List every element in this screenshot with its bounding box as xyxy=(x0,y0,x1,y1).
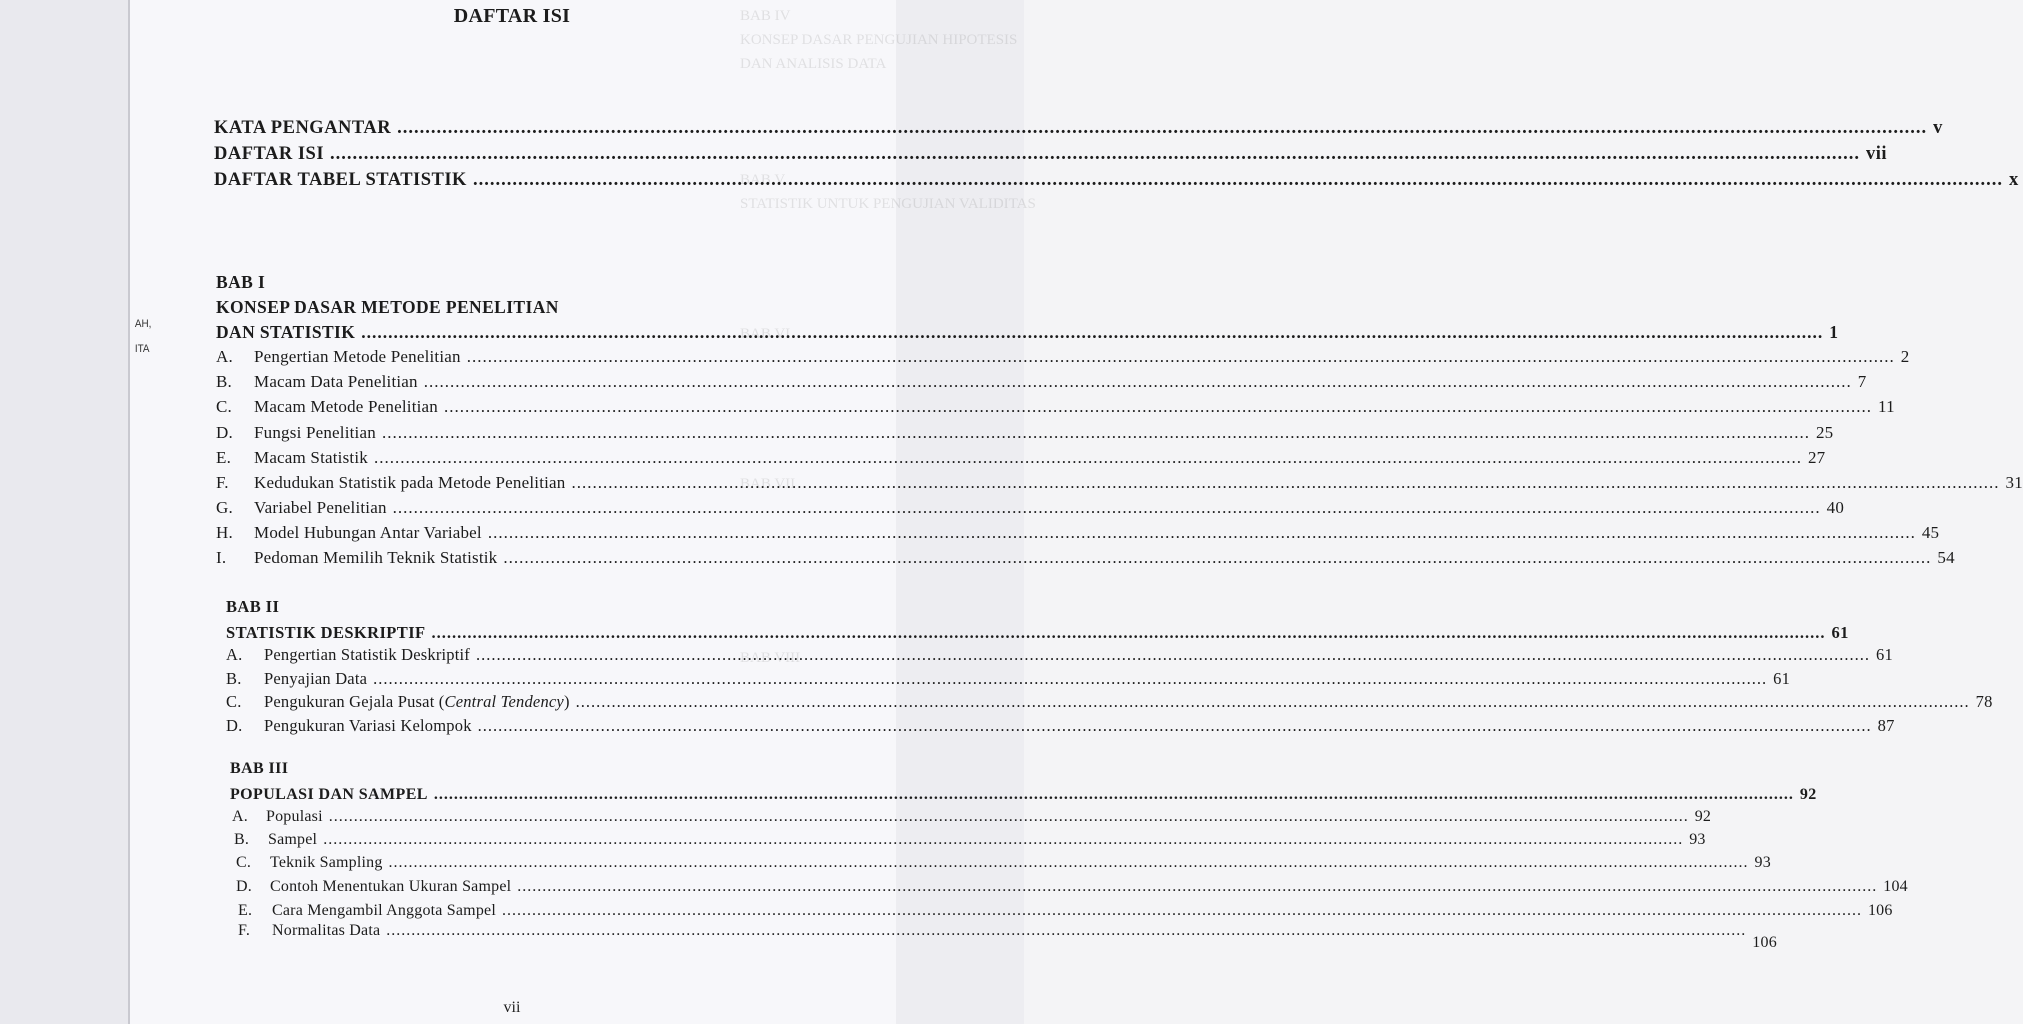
toc-page: 106 xyxy=(1867,902,1893,919)
toc-page: 45 xyxy=(1921,523,1940,542)
entry-text-italic: Central Tendency xyxy=(444,692,564,711)
entry-letter: A. xyxy=(216,347,233,366)
toc-page: 54 xyxy=(1937,548,1955,567)
chapter-title: POPULASI DAN SAMPEL xyxy=(230,786,428,803)
toc-page: 106 xyxy=(1752,934,1777,951)
entry-text: Model Hubungan Antar Variabel xyxy=(254,523,482,542)
dot-leader xyxy=(444,397,1872,417)
toc-entry xyxy=(216,423,1834,443)
toc-page: 78 xyxy=(1975,692,1993,711)
entry-letter: D. xyxy=(236,878,252,895)
show-through-line: DAN ANALISIS DATA xyxy=(740,56,887,72)
toc-entry xyxy=(216,473,2023,493)
toc-front-row xyxy=(214,170,2019,191)
entry-text: Pedoman Memilih Teknik Statistik xyxy=(254,548,498,567)
entry-letter: C. xyxy=(216,397,232,416)
toc-entry xyxy=(226,716,1895,736)
toc-entry xyxy=(238,922,1777,951)
margin-note: AH, xyxy=(134,318,152,330)
toc-entry xyxy=(234,831,1706,849)
entry-letter: D. xyxy=(226,716,243,735)
chapter-label: BAB II xyxy=(226,597,280,616)
entry-letter: I. xyxy=(216,548,227,567)
toc-page: x xyxy=(2008,170,2019,190)
entry-text: Macam Data Penelitian xyxy=(254,372,418,391)
chapter-title-row xyxy=(230,786,1817,804)
show-through-line: BAB VII xyxy=(740,476,796,492)
dot-leader xyxy=(386,922,1746,940)
toc-label: KATA PENGANTAR xyxy=(214,118,392,138)
entry-text: Macam Metode Penelitian xyxy=(254,397,438,416)
entry-text: Contoh Menentukan Ukuran Sampel xyxy=(270,878,512,895)
toc-page: 11 xyxy=(1878,397,1895,416)
toc-page: 1 xyxy=(1829,322,1839,342)
dot-leader xyxy=(323,831,1683,849)
toc-page: 27 xyxy=(1807,448,1826,467)
entry-text: Teknik Sampling xyxy=(270,854,383,871)
dot-leader xyxy=(432,623,1826,643)
dot-leader xyxy=(503,548,1931,568)
toc-page: 93 xyxy=(1754,854,1771,871)
toc-page: vii xyxy=(1866,144,1888,164)
toc-entry xyxy=(226,669,1791,689)
dot-leader xyxy=(374,448,1802,468)
dot-leader xyxy=(502,902,1862,920)
entry-text: Variabel Penelitian xyxy=(254,498,387,517)
entry-text: Pengertian Metode Penelitian xyxy=(254,347,461,366)
entry-letter: B. xyxy=(226,669,242,688)
toc-entry xyxy=(226,645,1893,665)
entry-text: Populasi xyxy=(266,808,323,825)
show-through-line: STATISTIK UNTUK PENGUJIAN VALIDITAS xyxy=(740,196,1036,212)
toc-entry xyxy=(216,448,1826,468)
entry-letter: F. xyxy=(238,922,251,939)
background-left xyxy=(0,0,128,1024)
toc-page: 93 xyxy=(1689,831,1706,848)
toc-entry xyxy=(236,854,1771,872)
dot-leader xyxy=(476,645,1870,665)
dot-leader xyxy=(572,473,2000,493)
entry-letter: E. xyxy=(216,448,232,467)
toc-page: 104 xyxy=(1883,878,1908,895)
page-title: DAFTAR ISI xyxy=(453,5,571,27)
show-through-line: BAB VI xyxy=(740,326,791,342)
dot-leader xyxy=(488,523,1916,543)
toc-entry xyxy=(236,878,1908,896)
entry-letter: B. xyxy=(234,831,250,848)
toc-page: 61 xyxy=(1876,645,1893,664)
toc-page: 40 xyxy=(1826,498,1845,517)
entry-text: Pengertian Statistik Deskriptif xyxy=(264,645,471,664)
toc-page: 92 xyxy=(1799,786,1817,803)
entry-letter: C. xyxy=(236,854,252,871)
toc-page: 25 xyxy=(1815,423,1834,442)
dot-leader xyxy=(382,423,1810,443)
dot-leader xyxy=(397,118,1927,139)
dot-leader xyxy=(330,144,1860,165)
toc-page: v xyxy=(1933,118,1943,138)
entry-letter: H. xyxy=(216,523,233,542)
chapter-title-row xyxy=(216,322,1839,343)
entry-letter: B. xyxy=(216,372,232,391)
entry-letter: A. xyxy=(232,808,248,825)
entry-letter: C. xyxy=(226,692,242,711)
toc-page: 61 xyxy=(1773,669,1791,688)
chapter-title: DAN STATISTIK xyxy=(216,322,356,342)
entry-text: Pengukuran Gejala Pusat ( xyxy=(264,692,445,711)
toc-page: 92 xyxy=(1694,808,1712,825)
dot-leader xyxy=(389,854,1749,872)
dot-leader xyxy=(517,878,1877,896)
show-through-line: BAB V xyxy=(740,172,786,188)
dot-leader xyxy=(361,322,1823,343)
chapter-label: BAB III xyxy=(230,760,289,777)
show-through-line: KONSEP DASAR PENGUJIAN HIPOTESIS xyxy=(740,32,1018,48)
dot-leader xyxy=(393,498,1821,518)
entry-letter: D. xyxy=(216,423,233,442)
entry-text: Cara Mengambil Anggota Sampel xyxy=(272,902,496,919)
toc-entry xyxy=(216,498,1845,518)
entry-text: Kedudukan Statistik pada Metode Penelitian xyxy=(254,473,566,492)
chapter-label: BAB I xyxy=(216,272,266,292)
toc-page: 61 xyxy=(1831,623,1849,642)
toc-entry xyxy=(216,347,1910,367)
entry-letter: F. xyxy=(216,473,229,492)
chapter-title: KONSEP DASAR METODE PENELITIAN xyxy=(216,297,559,317)
toc-label: DAFTAR ISI xyxy=(214,144,325,164)
entry-letter: G. xyxy=(216,498,233,517)
dot-leader xyxy=(473,170,2003,191)
dot-leader xyxy=(434,786,1794,804)
toc-entry xyxy=(216,372,1867,392)
entry-text: ) xyxy=(563,692,570,711)
toc-entry xyxy=(216,523,1940,543)
show-through-line: BAB VIII xyxy=(740,650,801,666)
dot-leader xyxy=(467,347,1895,367)
entry-text: Pengukuran Variasi Kelompok xyxy=(264,716,472,735)
dot-leader xyxy=(424,372,1852,392)
toc-entry xyxy=(238,902,1893,920)
toc-front-row xyxy=(214,144,1888,165)
toc-page: 87 xyxy=(1877,716,1895,735)
toc-entry xyxy=(232,808,1712,826)
toc-entry xyxy=(216,397,1895,417)
chapter-title-row xyxy=(226,623,1849,643)
toc-page: 31 xyxy=(2005,473,2023,492)
toc-front-row xyxy=(214,118,1943,139)
chapter-title: STATISTIK DESKRIPTIF xyxy=(226,623,426,642)
toc-entry xyxy=(216,548,1955,568)
entry-text: Penyajian Data xyxy=(264,669,368,688)
toc-label: DAFTAR TABEL STATISTIK xyxy=(214,170,467,190)
toc-entry xyxy=(226,692,1993,712)
margin-note: ITA xyxy=(134,343,150,355)
show-through-line: BAB IV xyxy=(740,8,791,24)
dot-leader xyxy=(478,716,1872,736)
entry-letter: E. xyxy=(238,902,253,919)
entry-text: Normalitas Data xyxy=(272,922,381,939)
entry-text: Macam Statistik xyxy=(254,448,368,467)
toc-page: 7 xyxy=(1857,372,1867,391)
dot-leader xyxy=(373,669,1767,689)
entry-text: Sampel xyxy=(268,831,318,848)
dot-leader xyxy=(576,692,1970,712)
page-number: vii xyxy=(503,999,521,1016)
entry-letter: A. xyxy=(226,645,243,664)
entry-text: Fungsi Penelitian xyxy=(254,423,376,442)
toc-page: 2 xyxy=(1900,347,1910,366)
dot-leader xyxy=(329,808,1689,826)
